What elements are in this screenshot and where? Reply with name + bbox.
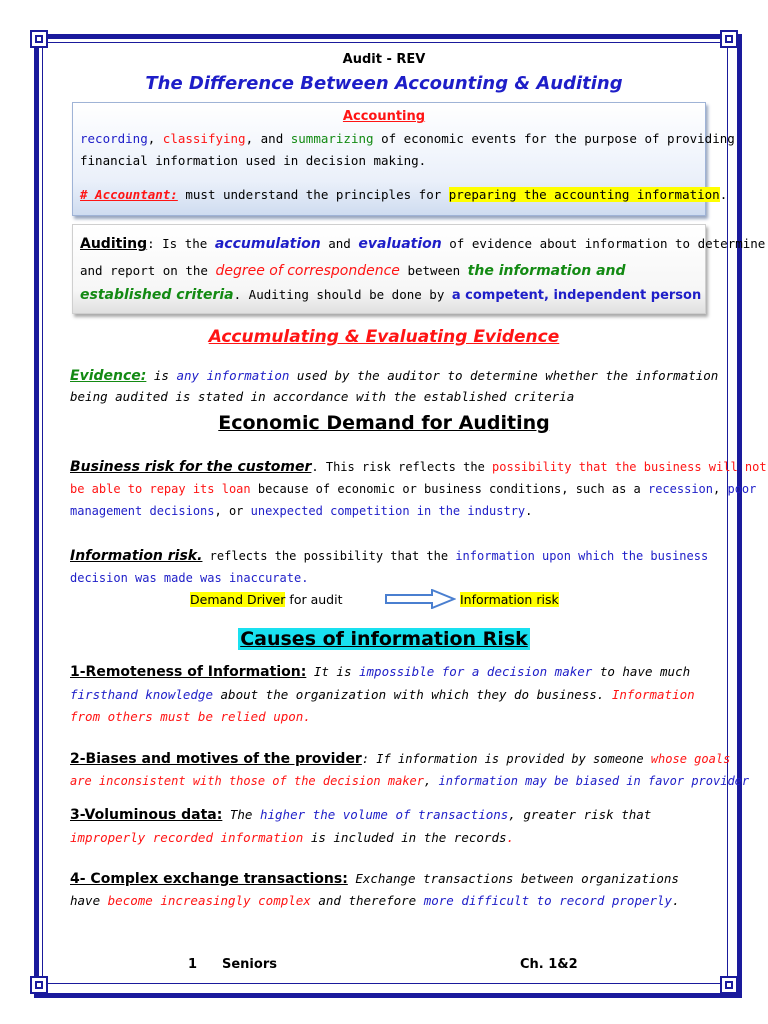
auditing-line-1: Auditing: Is the accumulation and evaluation of evidence about information to determine <box>80 236 766 252</box>
info-risk-label: Information risk. <box>70 548 203 564</box>
business-risk-label: Business risk for the customer <box>70 459 312 475</box>
evidence-line-1: Evidence: is any information used by the auditor to determine whether the information <box>70 368 719 384</box>
accountant-note: # Accountant: must understand the principles for preparing the accounting information. <box>80 187 728 202</box>
accountant-label: # Accountant: <box>80 187 178 202</box>
cause-1-line-3: from others must be relied upon. <box>70 709 311 724</box>
cause-3-line-1: 3-Voluminous data: The higher the volume of transactions, greater risk that <box>70 807 652 823</box>
info-risk-line-2: decision was made was inaccurate. <box>70 571 309 585</box>
auditing-line-2: and report on the degree of correspondence between the information and <box>80 263 626 279</box>
course-label: Audit - REV <box>342 52 426 67</box>
section-heading-economic-demand: Economic Demand for Auditing <box>218 412 550 434</box>
frame-corner-bottom-right <box>720 976 738 994</box>
info-risk-line-1: Information risk. reflects the possibility that the information upon which the business <box>70 548 709 564</box>
auditing-label: Auditing <box>80 236 148 252</box>
cause-1-line-2: firsthand knowledge about the organization with which they do business. Information <box>70 687 695 702</box>
cause-4-line-1: 4- Complex exchange transactions: Exchange transactions between organizations <box>70 871 679 887</box>
arrow-right-icon <box>384 589 456 609</box>
cause-4-line-2: have become increasingly complex and therefore more difficult to record properly. <box>70 893 680 908</box>
cause-2-label: 2-Biases and motives of the provider <box>70 751 362 767</box>
footer-chapter: Ch. 1&2 <box>520 957 578 972</box>
evidence-line-2: being audited is stated in accordance with the established criteria <box>70 389 575 404</box>
section-heading-evidence: Accumulating & Evaluating Evidence <box>208 327 560 347</box>
evidence-label: Evidence: <box>70 368 147 384</box>
business-risk-line-3: management decisions, or unexpected competition in the industry. <box>70 504 533 518</box>
frame-corner-bottom-left <box>30 976 48 994</box>
auditing-line-3: established criteria. Auditing should be done by a competent, independent person <box>80 287 702 303</box>
frame-corner-top-left <box>30 30 48 48</box>
footer-page-number: 1 <box>188 957 198 972</box>
accountant-highlight: preparing the accounting information <box>448 187 720 202</box>
accounting-line-2: financial information used in decision making. <box>80 153 427 168</box>
cause-2-line-2: are inconsistent with those of the decision maker, information may be biased in favor provider <box>70 774 750 788</box>
demand-driver-row: Demand Driver for audit <box>190 592 343 607</box>
cause-3-line-2: improperly recorded information is included in the records. <box>70 830 515 845</box>
cause-4-label: 4- Complex exchange transactions: <box>70 871 348 887</box>
business-risk-line-2: be able to repay its loan because of economic or business conditions, such as a recession, poor <box>70 482 757 496</box>
cause-1-line-1: 1-Remoteness of Information: It is impossible for a decision maker to have much <box>70 664 691 680</box>
footer-label: Seniors <box>222 957 277 972</box>
accounting-line-1: recording, classifying, and summarizing of economic events for the purpose of providing <box>80 131 735 146</box>
demand-info-risk: Information risk <box>460 592 559 607</box>
accounting-heading: Accounting <box>342 109 426 124</box>
business-risk-line-1: Business risk for the customer. This risk reflects the possibility that the business will not <box>70 459 767 475</box>
cause-3-label: 3-Voluminous data: <box>70 807 223 823</box>
cause-1-label: 1-Remoteness of Information: <box>70 664 307 680</box>
frame-corner-top-right <box>720 30 738 48</box>
demand-driver-label: Demand Driver <box>190 592 286 607</box>
section-heading-causes: Causes of information Risk <box>240 628 528 650</box>
page-title: The Difference Between Accounting & Auditing <box>145 73 623 94</box>
cause-2-line-1: 2-Biases and motives of the provider: If information is provided by someone whose goals <box>70 751 731 767</box>
